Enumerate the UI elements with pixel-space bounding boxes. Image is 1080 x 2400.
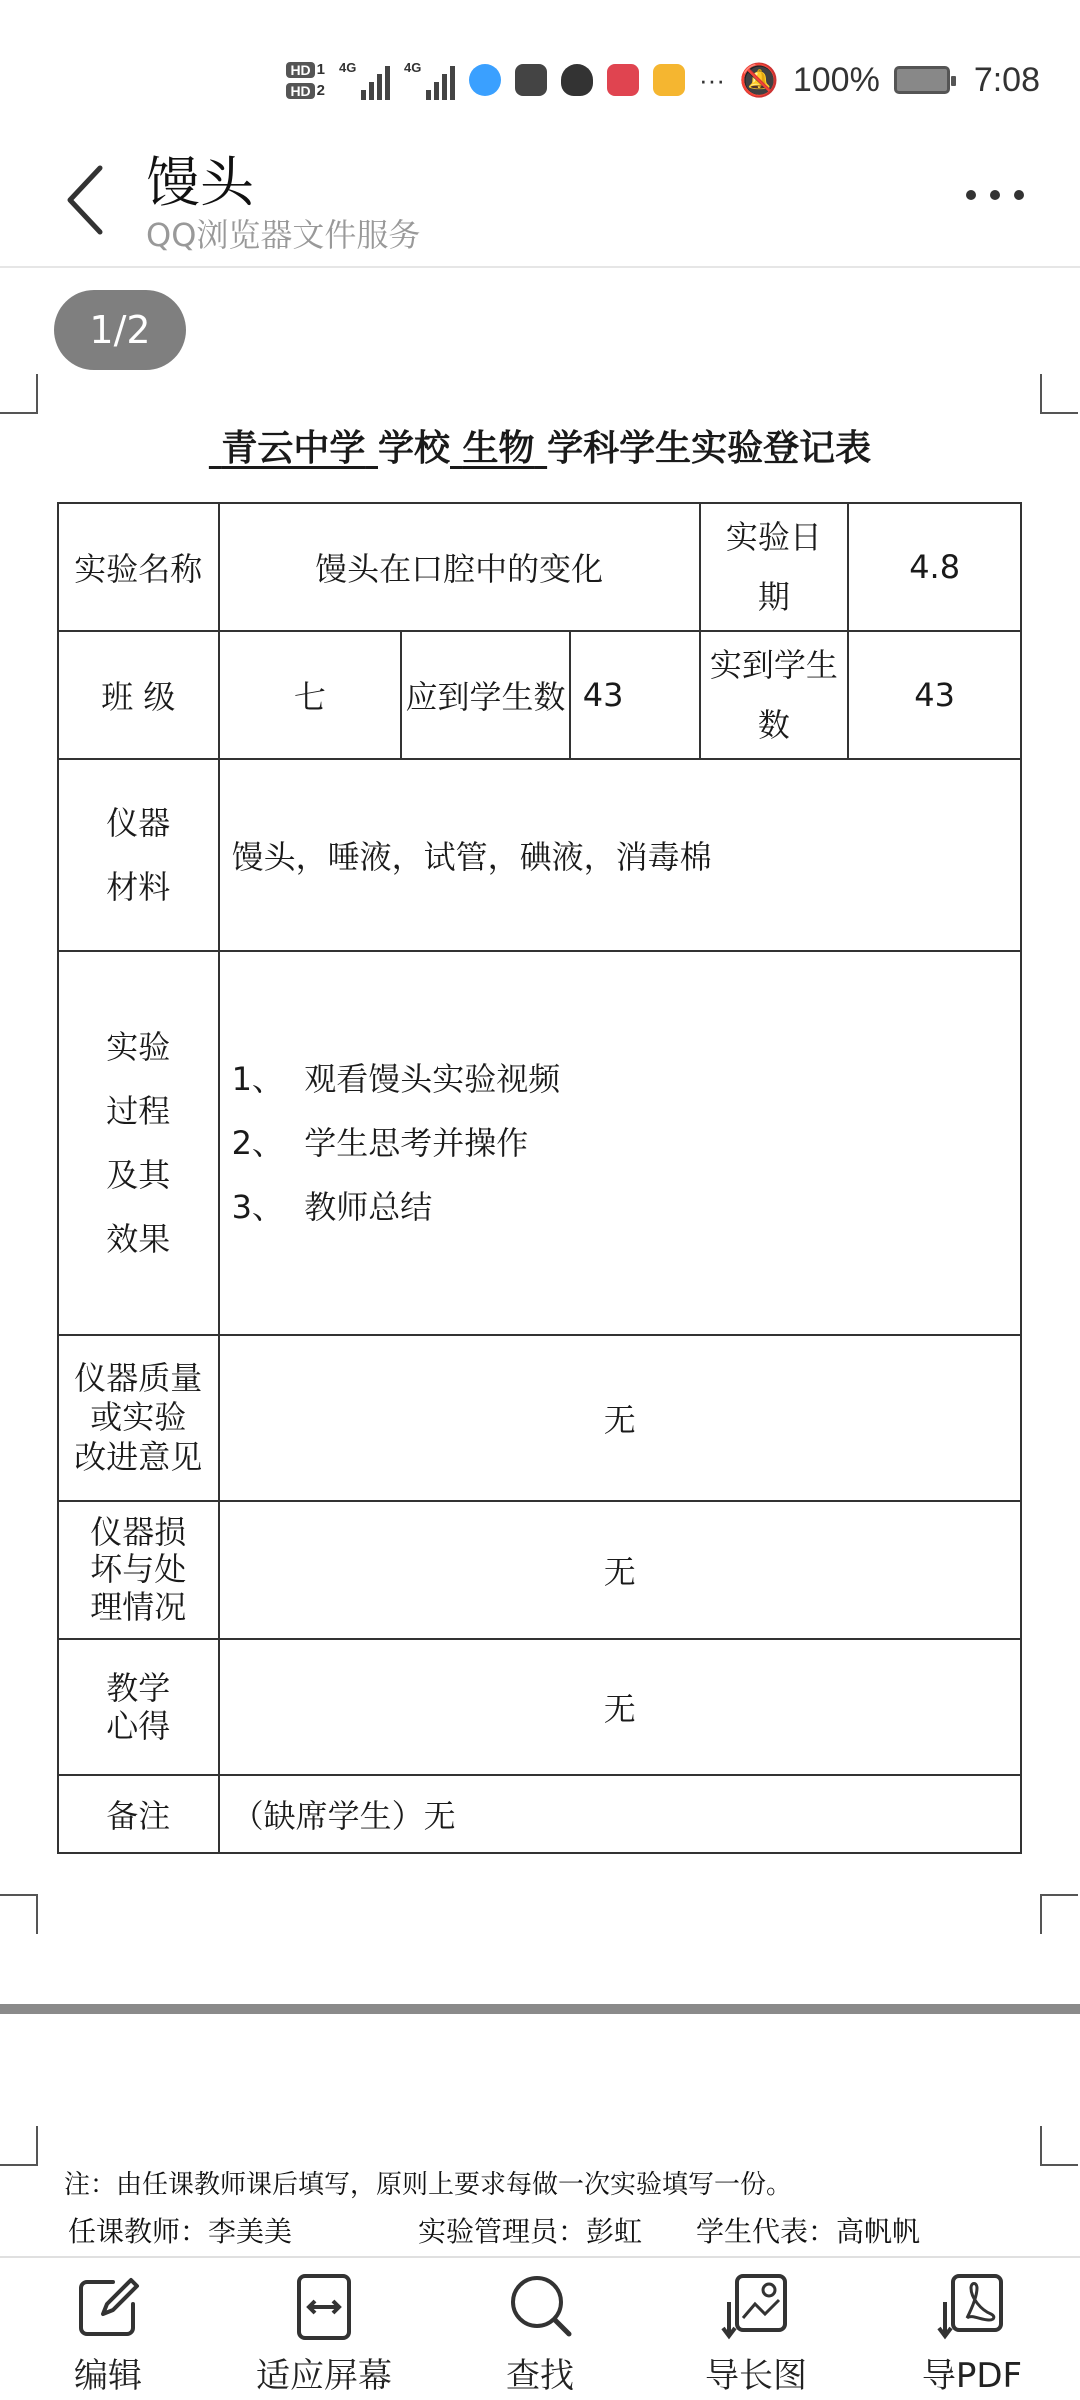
crop-mark [0,2126,38,2166]
title-school: 青云中学 [221,428,366,469]
find-button[interactable] [432,2258,648,2400]
battery-percent: 100% [792,60,880,99]
fit-screen-label: 适应屏幕 [256,2356,392,2396]
teaching-label: 教学 心得 [58,1639,219,1775]
more-notifications: ··· [699,64,725,95]
table-row [58,1501,1021,1639]
crop-mark [1040,2126,1078,2166]
teaching-value: 无 [219,1639,1021,1775]
expected-students-value: 43 [570,631,700,759]
notes-app-icon [653,64,685,96]
back-button[interactable] [60,160,120,240]
remark-label: 备注 [58,1775,219,1853]
table-row [58,1335,1021,1501]
exp-date-label: 实验日 期 [700,503,849,631]
search-icon [505,2272,575,2342]
materials-label: 仪器 材料 [58,759,219,951]
edit-label: 编辑 [74,2356,142,2396]
actual-students-value: 43 [848,631,1021,759]
quality-label: 仪器质量 或实验 改进意见 [58,1335,219,1501]
clock: 7:08 [973,60,1040,99]
chevron-left-icon [60,160,120,240]
list-item: 3、 教师总结 [231,1188,433,1226]
hd-indicators: HD 1 HD 2 [286,61,325,99]
edit-icon [73,2272,143,2342]
page-title: 馒头 [146,151,254,214]
edit-button[interactable] [0,2258,216,2400]
damage-label: 仪器损 坏与处 理情况 [58,1501,219,1639]
export-pdf-label: 导PDF [921,2356,1023,2396]
crop-mark [1040,374,1078,414]
exp-name-value: 馒头在口腔中的变化 [219,503,700,631]
table-row [58,631,1021,759]
damage-value: 无 [219,1501,1021,1639]
more-button[interactable] [960,180,1030,210]
fit-screen-button[interactable] [216,2258,432,2400]
hd1-badge: HD [286,62,314,78]
export-long-image-button[interactable] [648,2258,864,2400]
exp-date-value: 4.8 [848,503,1021,631]
exp-name-label: 实验名称 [58,503,219,631]
find-label: 查找 [506,2356,574,2396]
qq-browser-icon [469,64,501,96]
page-subtitle: QQ浏览器文件服务 [146,216,421,254]
more-dots-icon [966,190,976,200]
app-header [0,130,1080,268]
list-item: 1、 观看馒头实验视频 [231,1060,561,1098]
experiment-form-table [57,502,1022,1854]
crop-mark [1040,1894,1078,1934]
process-steps [219,951,1021,1335]
status-icons [286,50,1040,110]
materials-value: 馒头，唾液，试管，碘液，消毒棉 [219,759,1021,951]
page-indicator: 1/2 [54,290,186,370]
table-row [58,951,1021,1335]
status-bar [0,0,1080,130]
student-rep-name: 学生代表：高帆帆 [696,2215,921,2248]
remark-value: （缺席学生）无 [219,1775,1021,1853]
bell-muted-icon: 🔕 [739,62,779,98]
export-pdf-button[interactable] [864,2258,1080,2400]
crop-mark [0,1894,38,1934]
title-subject: 生物 [462,428,535,469]
table-row [58,1639,1021,1775]
footnote: 注：由任课教师课后填写，原则上要求每做一次实验填写一份。 [64,2170,793,2200]
pdf-export-icon [937,2272,1007,2342]
quality-value: 无 [219,1335,1021,1501]
class-value: 七 [219,631,402,759]
table-row [58,759,1021,951]
teacher-name: 任课教师：李美美 [68,2215,293,2248]
table-row [58,503,1021,631]
battery-icon [894,66,950,94]
export-long-image-label: 导长图 [705,2356,807,2396]
signers [68,2210,920,2250]
image-export-icon [721,2272,791,2342]
process-label: 实验 过程 及其 效果 [58,951,219,1335]
actual-students-label: 实到学生 数 [700,631,849,759]
expected-students-label: 应到学生数 [401,631,570,759]
qq-icon [561,64,593,96]
reader-app-icon [607,64,639,96]
fit-screen-icon [289,2272,359,2342]
table-row [58,1775,1021,1853]
manager-name: 实验管理员：彭虹 [418,2215,643,2248]
signal-1-icon: 4G [339,60,390,100]
hd2-badge: HD [286,83,314,99]
page-divider [0,2004,1080,2014]
huawei-store-icon [515,64,547,96]
crop-mark [0,374,38,414]
class-label: 班 级 [58,631,219,759]
signal-2-icon: 4G [404,60,455,100]
document-title: 青云中学 学校 生物 学科学生实验登记表 [0,420,1080,471]
list-item: 2、 学生思考并操作 [231,1124,529,1162]
bottom-toolbar [0,2256,1080,2400]
